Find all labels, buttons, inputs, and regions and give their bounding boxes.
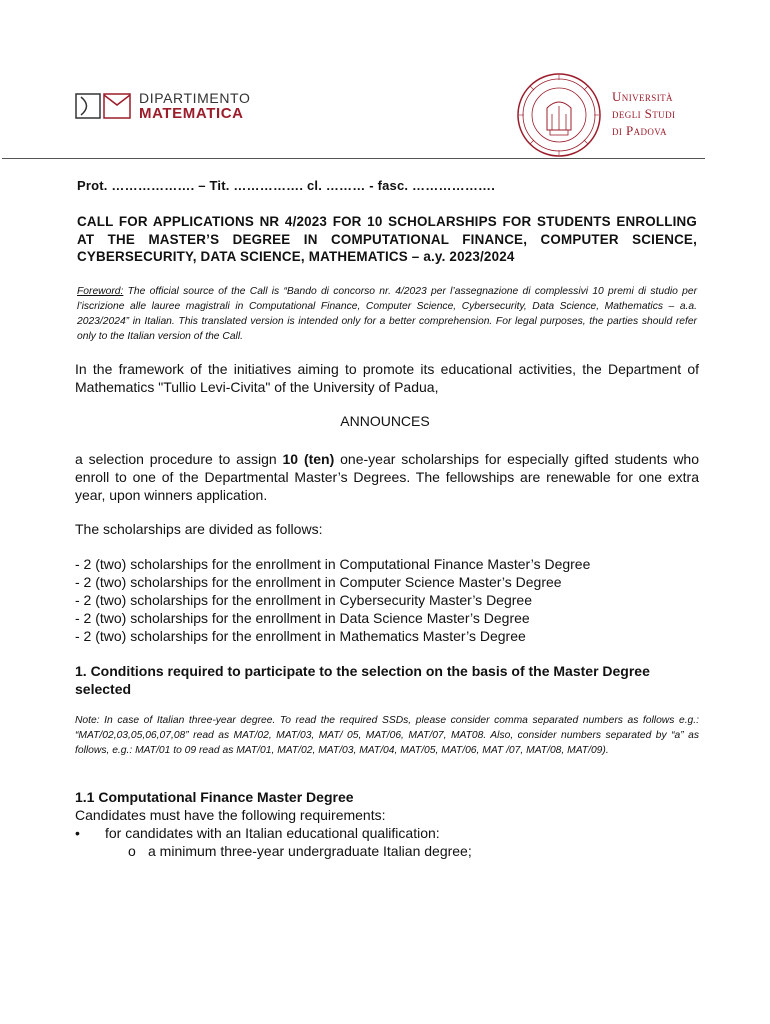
ssd-note: Note: In case of Italian three-year degree. To read the required SSDs, please consider comma separated numbers as follows e.g.: “MAT/02,03,05,06,07,08” read as MAT/02, MAT/03, MAT/ 05, MAT/06, MAT/07, MAT08. Also, consider numbers separated by “a” as follows, e.g.: MAT/01 to 09 read as MAT/01, MAT/02, MAT/03, MAT/04, MAT/05, MAT/06, MAT /07, MAT/08, MAT/09).	[75, 715, 699, 756]
department-logo	[75, 91, 250, 121]
university-name	[612, 88, 675, 139]
header-divider	[2, 158, 705, 159]
list-item: - 2 (two) scholarships for the enrollment in Computational Finance Master’s Degree	[75, 556, 591, 572]
university-name-line1: Università	[612, 89, 673, 104]
list-item: - 2 (two) scholarships for the enrollment in Data Science Master’s Degree	[75, 610, 530, 626]
requirement-sub-text: a minimum three-year undergraduate Italian degree;	[148, 843, 472, 859]
section-1-heading: 1. Conditions required to participate to the selection on the basis of the Master Degree selected	[75, 663, 650, 697]
bullet-icon: •	[75, 825, 80, 841]
list-item: - 2 (two) scholarships for the enrollment in Cybersecurity Master’s Degree	[75, 592, 532, 608]
requirement-sub-item	[128, 842, 472, 860]
selection-text-after: one-year scholarships for especially gifted students who enroll to one of the Departmental Master’s Degrees. The fellowships are renewable for one extra year, upon winners application.	[75, 451, 700, 503]
scholarship-list	[75, 555, 590, 645]
divided-paragraph: The scholarships are divided as follows:	[75, 521, 323, 537]
list-item: - 2 (two) scholarships for the enrollment in Mathematics Master’s Degree	[75, 628, 526, 644]
announces-heading: ANNOUNCES	[340, 413, 430, 429]
department-name-line1: DIPARTIMENTO	[139, 90, 251, 106]
document-title: CALL FOR APPLICATIONS NR 4/2023 FOR 10 SCHOLARSHIPS FOR STUDENTS ENROLLING AT THE MASTER’S DEGREE IN COMPUTATIONAL FINANCE, COMPUTER SCIENCE, CYBERSECURITY, DATA SCIENCE, MATHEMATICS – a.y. 2023/2024	[77, 214, 697, 264]
list-item: - 2 (two) scholarships for the enrollment in Computer Science Master’s Degree	[75, 574, 562, 590]
selection-paragraph	[75, 450, 699, 504]
university-seal-icon	[516, 72, 602, 158]
selection-text-before: a selection procedure to assign	[75, 451, 283, 467]
department-logo-icon	[75, 93, 131, 119]
foreword	[77, 284, 697, 344]
foreword-label: Foreword:	[77, 286, 124, 297]
university-name-line3: di Padova	[612, 123, 667, 138]
requirement-bullet	[75, 824, 440, 842]
circle-bullet-icon: o	[128, 843, 136, 859]
section-1-1-heading: 1.1 Computational Finance Master Degree	[75, 789, 354, 805]
protocol-line: Prot. ………………. – Tit. ……………. cl. ……… - fasc. ……………….	[77, 178, 496, 193]
department-name-line2: MATEMATICA	[139, 105, 244, 122]
requirements-intro: Candidates must have the following requirements:	[75, 807, 386, 823]
requirement-bullet-text: for candidates with an Italian educational qualification:	[105, 825, 440, 841]
foreword-text: The official source of the Call is “Bando di concorso nr. 4/2023 per l’assegnazione di complessivi 10 premi di studio per l’iscrizione alle lauree magistrali in Computational Finance, Computer Science, Cybersecurity, Data Science, Mathematics – a.a. 2023/2024” in Italian. This translated version is intended only for a better comprehension. For legal purposes, the parties should refer only to the Italian version of the Call.	[77, 286, 697, 342]
university-name-line2: degli Studi	[612, 106, 676, 121]
selection-count: 10 (ten)	[282, 451, 335, 467]
intro-paragraph: In the framework of the initiatives aiming to promote its educational activities, the Department of Mathematics "Tullio Levi-Civita" of the University of Padua,	[75, 361, 699, 395]
